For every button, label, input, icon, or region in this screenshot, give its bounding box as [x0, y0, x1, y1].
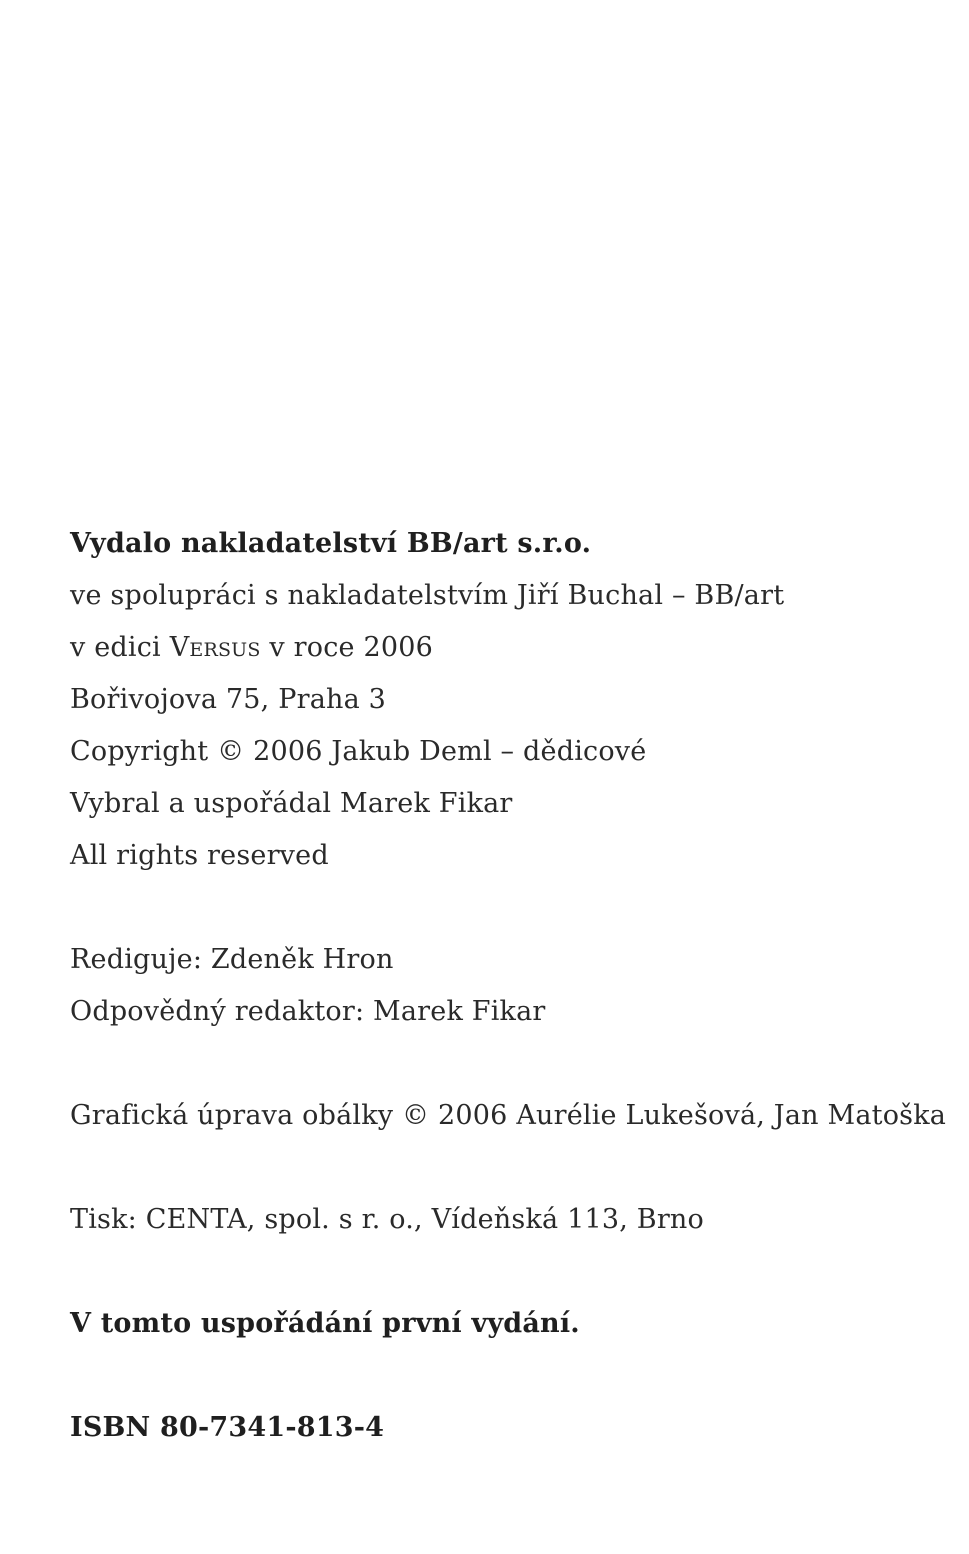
edition-note: V tomto uspořádání první vydání. — [70, 1308, 580, 1339]
responsible-editor-line: Odpovědný redaktor: Marek Fikar — [70, 996, 546, 1027]
editor-line: Rediguje: Zdeněk Hron — [70, 944, 394, 975]
address-line: Bořivojova 75, Praha 3 — [70, 684, 387, 715]
series-suffix: v roce 2006 — [260, 632, 433, 663]
isbn-line: ISBN 80-7341-813-4 — [70, 1412, 385, 1443]
printer-line: Tisk: CENTA, spol. s r. o., Vídeňská 113, Brno — [70, 1204, 704, 1235]
series-prefix: v edici — [70, 632, 170, 663]
copyright-line: Copyright © 2006 Jakub Deml – dědicové — [70, 736, 647, 767]
imprint-block — [70, 518, 950, 1454]
cooperation-line: ve spolupráci s nakladatelstvím Jiří Buchal – BB/art — [70, 580, 785, 611]
cover-design-line: Grafická úprava obálky © 2006 Aurélie Lukešová, Jan Matoška — [70, 1100, 947, 1131]
rights-line: All rights reserved — [70, 840, 329, 871]
selection-line: Vybral a uspořádal Marek Fikar — [70, 788, 513, 819]
publisher-title: Vydalo nakladatelství BB/art s.r.o. — [70, 528, 592, 559]
series-line — [70, 622, 950, 674]
series-name: Versus — [169, 632, 261, 663]
